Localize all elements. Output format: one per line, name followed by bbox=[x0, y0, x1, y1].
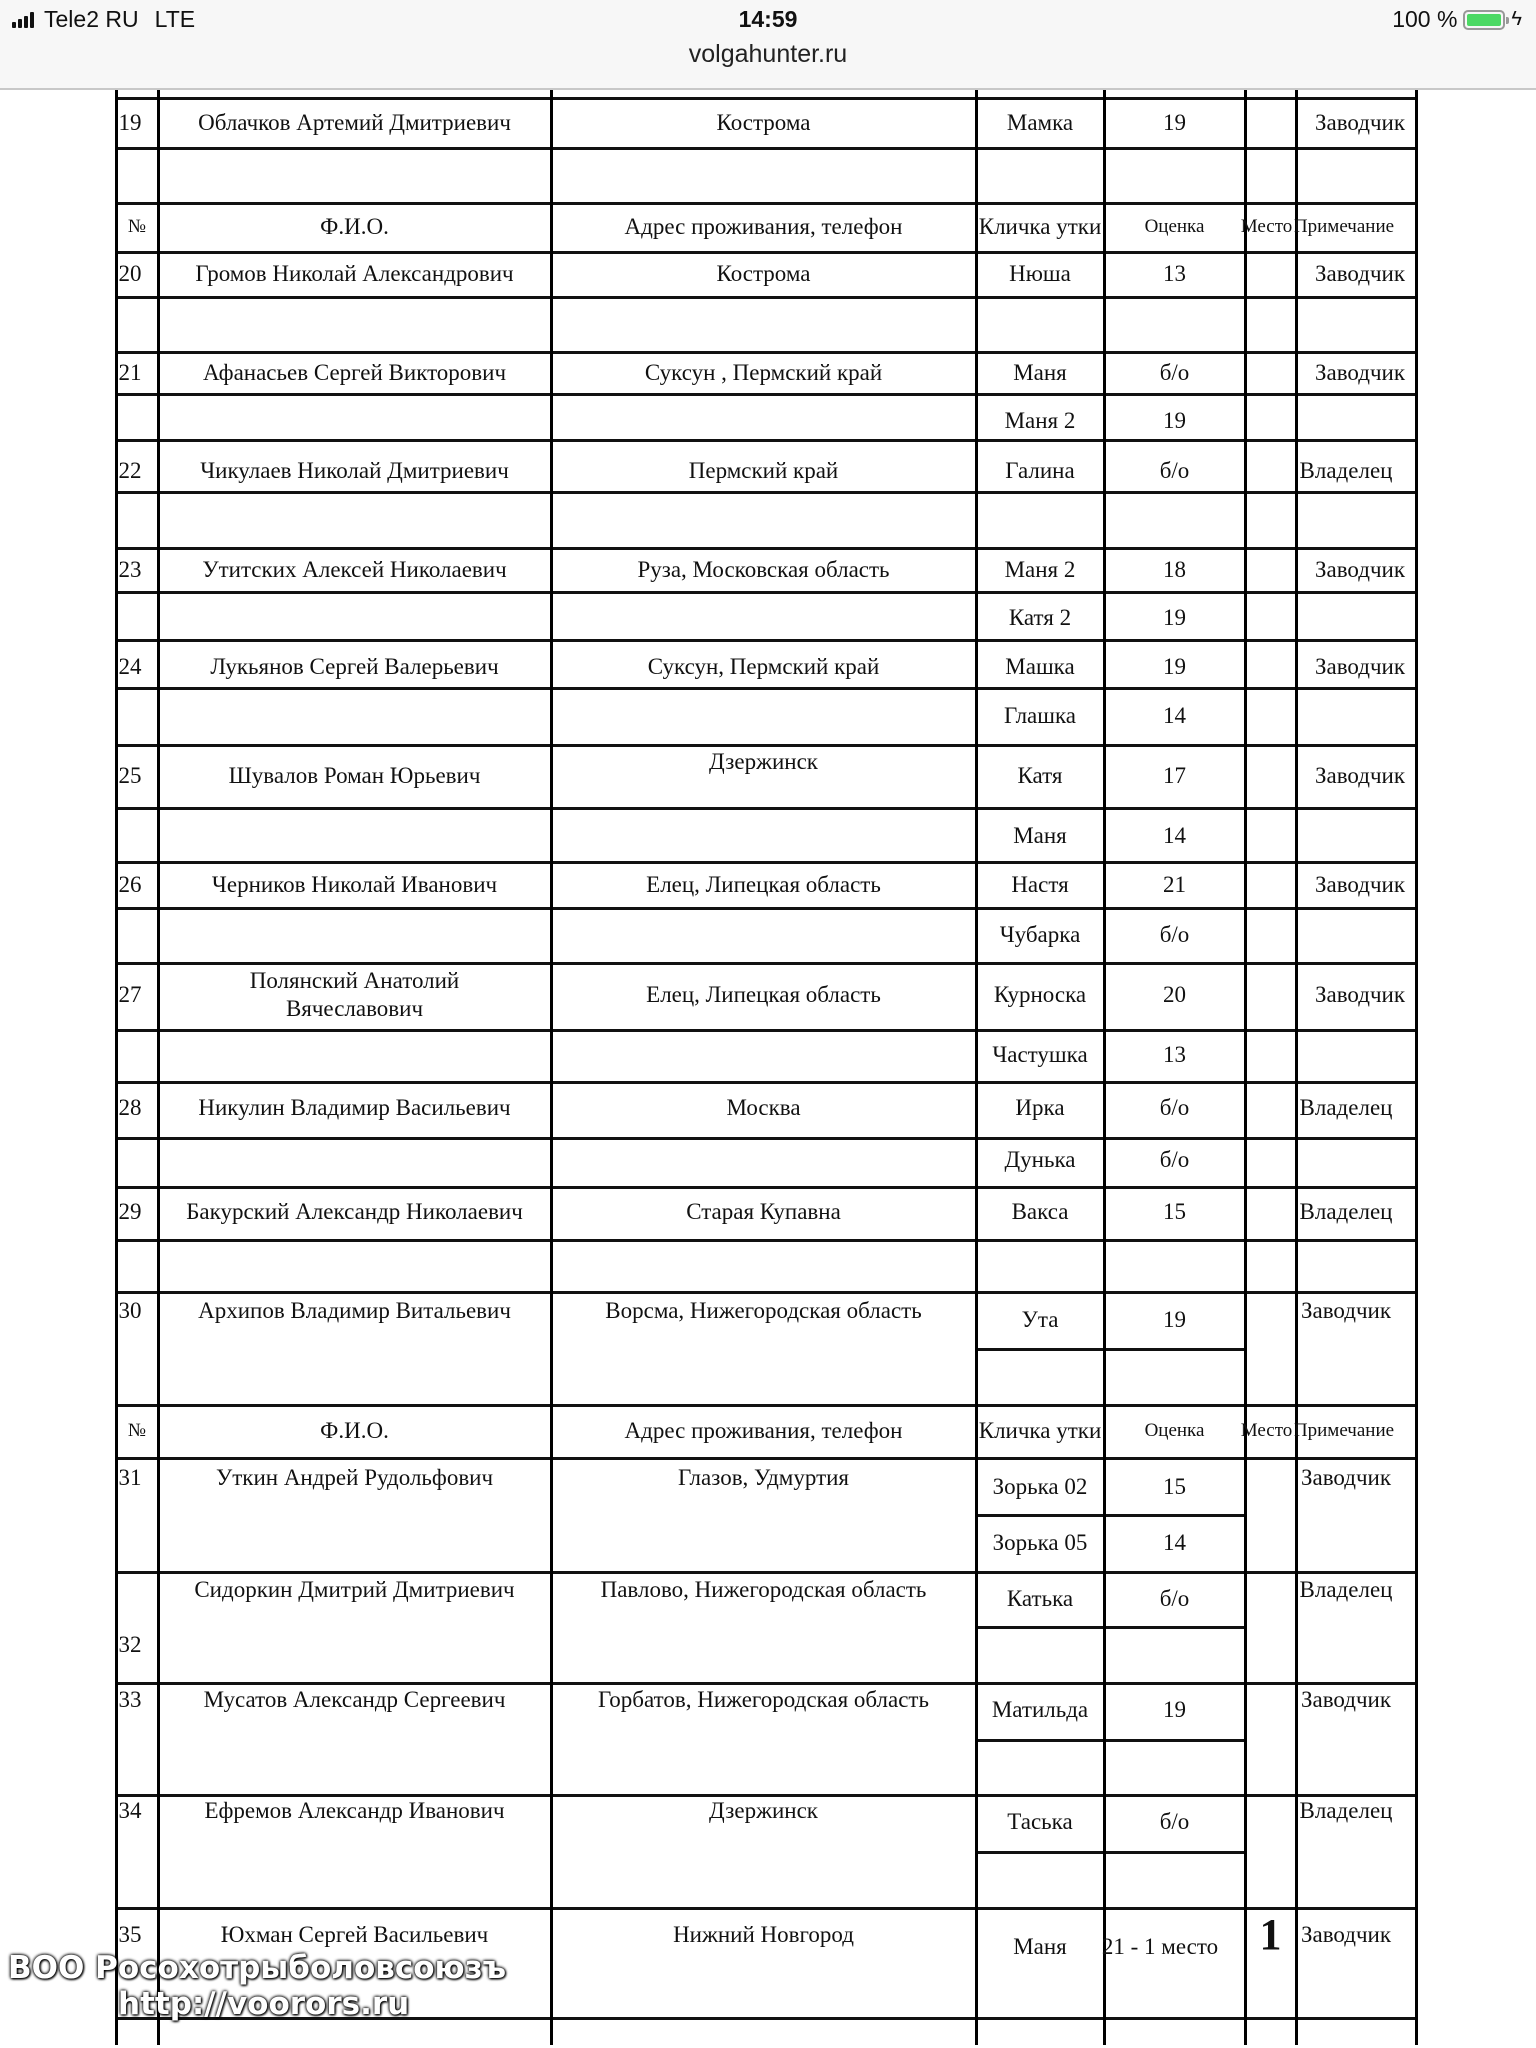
place-badge: 1 bbox=[1259, 1910, 1282, 1959]
grid-line bbox=[157, 90, 160, 2045]
participant-note: Заводчик bbox=[1314, 360, 1406, 385]
grid-line bbox=[116, 1291, 1418, 1294]
duck-score: б/о bbox=[1159, 360, 1190, 385]
duck-score: б/о bbox=[1159, 458, 1190, 483]
row-number: 23 bbox=[118, 557, 142, 582]
address-bar[interactable]: volgahunter.ru bbox=[688, 40, 848, 68]
participant-note: Заводчик bbox=[1314, 654, 1406, 679]
participant-name: Никулин Владимир Васильевич bbox=[198, 1095, 511, 1120]
watermark-org: ВОО Росохотрыболовсоюзъ bbox=[8, 1950, 506, 1986]
grid-line bbox=[116, 1239, 1418, 1242]
network-type: LTE bbox=[154, 6, 196, 32]
grid-line bbox=[116, 1682, 1418, 1685]
duck-name: Дунька bbox=[1004, 1147, 1076, 1172]
carrier-name: Tele2 RU bbox=[44, 6, 139, 32]
grid-line bbox=[116, 97, 1418, 100]
header-score: Оценка bbox=[1144, 216, 1205, 237]
participant-name: Чикулаев Николай Дмитриевич bbox=[200, 458, 509, 483]
participant-note: Владелец bbox=[1299, 1577, 1393, 1602]
row-number: 21 bbox=[118, 360, 142, 385]
battery-info bbox=[1392, 6, 1522, 33]
participant-note: Владелец bbox=[1299, 1199, 1393, 1224]
watermark bbox=[8, 1950, 506, 2022]
header-score: Оценка bbox=[1144, 1420, 1205, 1441]
header-note: Примечание bbox=[1293, 216, 1395, 237]
grid-line bbox=[976, 1739, 1247, 1742]
participant-note: Владелец bbox=[1299, 458, 1393, 483]
duck-score: 19 bbox=[1163, 654, 1186, 679]
row-number: 24 bbox=[118, 654, 142, 679]
participant-name: Лукьянов Сергей Валерьевич bbox=[210, 654, 499, 679]
participant-address: Нижний Новгород bbox=[673, 1922, 854, 1947]
grid-line bbox=[976, 1851, 1247, 1854]
participant-note: Заводчик bbox=[1314, 557, 1406, 582]
grid-line bbox=[116, 591, 1418, 594]
grid-line bbox=[1244, 90, 1247, 2045]
duck-name: Катя 2 bbox=[1008, 605, 1072, 630]
header-place: Место bbox=[1240, 1420, 1293, 1441]
header-duck-name: Кличка утки bbox=[978, 1418, 1102, 1443]
participant-note: Заводчик bbox=[1314, 872, 1406, 897]
grid-line bbox=[116, 1571, 1418, 1574]
participant-address: Пермский край bbox=[688, 458, 839, 483]
participant-name: Мусатов Александр Сергеевич bbox=[203, 1687, 506, 1712]
participant-note: Заводчик bbox=[1314, 261, 1406, 286]
row-number: 30 bbox=[118, 1298, 142, 1323]
duck-name: Глашка bbox=[1004, 703, 1076, 728]
duck-score: б/о bbox=[1159, 1809, 1190, 1834]
duck-score: б/о bbox=[1159, 1586, 1190, 1611]
grid-line bbox=[116, 491, 1418, 494]
clock: 14:59 bbox=[738, 6, 798, 32]
duck-name: Матильда bbox=[991, 1697, 1089, 1722]
grid-line bbox=[1295, 90, 1298, 2045]
participant-note: Заводчик bbox=[1314, 110, 1406, 135]
charging-bolt-icon: ϟ bbox=[1511, 8, 1522, 30]
grid-line bbox=[116, 202, 1418, 205]
row-number: 33 bbox=[118, 1687, 142, 1712]
participant-address: Суксун , Пермский край bbox=[644, 360, 883, 385]
watermark-url: http://voorors.ru bbox=[118, 1986, 410, 2022]
duck-score: 15 bbox=[1163, 1199, 1186, 1224]
row-number: 29 bbox=[118, 1199, 142, 1224]
participant-address: Кострома bbox=[716, 261, 811, 286]
row-number: 20 bbox=[118, 261, 142, 286]
participant-name-cont: Вячеславович bbox=[285, 996, 424, 1021]
grid-line bbox=[116, 1081, 1418, 1084]
participant-note: Владелец bbox=[1299, 1095, 1393, 1120]
header-num: № bbox=[127, 216, 147, 237]
participant-note: Заводчик bbox=[1300, 1465, 1392, 1490]
participant-address: Горбатов, Нижегородская область bbox=[598, 1687, 929, 1712]
duck-score: 21 bbox=[1163, 872, 1186, 897]
participant-note: Владелец bbox=[1299, 1798, 1393, 1823]
results-table bbox=[0, 90, 1536, 2048]
browser-status-bar bbox=[0, 0, 1536, 90]
participant-name: Утитских Алексей Николаевич bbox=[202, 557, 507, 582]
participant-note: Заводчик bbox=[1314, 982, 1406, 1007]
duck-name: Ирка bbox=[1015, 1095, 1065, 1120]
duck-score: б/о bbox=[1159, 922, 1190, 947]
duck-name: Вакса bbox=[1011, 1199, 1069, 1224]
grid-line bbox=[116, 807, 1418, 810]
grid-line bbox=[116, 1186, 1418, 1189]
participant-name: Юхман Сергей Васильевич bbox=[220, 1922, 489, 1947]
duck-name: Катя bbox=[1017, 763, 1063, 788]
duck-score: 19 bbox=[1163, 408, 1186, 433]
grid-line bbox=[116, 393, 1418, 396]
duck-score: 14 bbox=[1163, 823, 1186, 848]
grid-line bbox=[116, 251, 1418, 254]
duck-score: 19 bbox=[1163, 110, 1186, 135]
grid-line bbox=[1415, 90, 1418, 2045]
duck-name: Зорька 05 bbox=[992, 1530, 1088, 1555]
participant-name: Афанасьев Сергей Викторович bbox=[202, 360, 507, 385]
participant-address: Елец, Липецкая область bbox=[646, 872, 881, 897]
header-note: Примечание bbox=[1293, 1420, 1395, 1441]
duck-name: Частушка bbox=[992, 1042, 1088, 1067]
duck-score: 20 bbox=[1163, 982, 1186, 1007]
row-number: 25 bbox=[118, 763, 142, 788]
participant-name: Сидоркин Дмитрий Дмитриевич bbox=[194, 1577, 515, 1602]
grid-line bbox=[116, 1907, 1418, 1910]
grid-line bbox=[116, 547, 1418, 550]
duck-name: Таська bbox=[1007, 1809, 1073, 1834]
grid-line bbox=[116, 1029, 1418, 1032]
duck-score: 18 bbox=[1163, 557, 1186, 582]
duck-name: Чубарка bbox=[999, 922, 1081, 947]
participant-note: Заводчик bbox=[1300, 1298, 1392, 1323]
participant-address: Ворсма, Нижегородская область bbox=[605, 1298, 922, 1323]
row-number: 26 bbox=[118, 872, 142, 897]
duck-score: 17 bbox=[1163, 763, 1186, 788]
participant-name: Громов Николай Александрович bbox=[195, 261, 514, 286]
participant-address: Москва bbox=[726, 1095, 801, 1120]
duck-score: 13 bbox=[1163, 261, 1186, 286]
grid-line bbox=[116, 439, 1418, 442]
row-number: 35 bbox=[118, 1922, 142, 1947]
row-number: 31 bbox=[118, 1465, 142, 1490]
duck-name: Настя bbox=[1011, 872, 1069, 897]
participant-address: Суксун, Пермский край bbox=[647, 654, 880, 679]
grid-line bbox=[976, 1514, 1247, 1517]
duck-name: Маня 2 bbox=[1004, 557, 1076, 582]
participant-address: Глазов, Удмуртия bbox=[677, 1465, 850, 1490]
duck-name: Ута bbox=[1021, 1307, 1059, 1332]
participant-note: Заводчик bbox=[1300, 1687, 1392, 1712]
participant-name: Шувалов Роман Юрьевич bbox=[228, 763, 481, 788]
participant-address: Елец, Липецкая область bbox=[646, 982, 881, 1007]
header-fio: Ф.И.О. bbox=[320, 214, 389, 239]
duck-score: 14 bbox=[1163, 703, 1186, 728]
duck-name: Катька bbox=[1006, 1586, 1074, 1611]
grid-line bbox=[116, 351, 1418, 354]
duck-score: 13 bbox=[1163, 1042, 1186, 1067]
participant-name: Архипов Владимир Витальевич bbox=[198, 1298, 511, 1323]
participant-name: Облачков Артемий Дмитриевич bbox=[198, 110, 511, 135]
participant-name: Ефремов Александр Иванович bbox=[204, 1798, 505, 1823]
participant-name: Уткин Андрей Рудольфович bbox=[215, 1465, 494, 1490]
grid-line bbox=[116, 1404, 1418, 1407]
duck-score: б/о bbox=[1159, 1095, 1190, 1120]
row-number: 32 bbox=[118, 1632, 142, 1657]
grid-line bbox=[976, 1626, 1247, 1629]
grid-line bbox=[116, 687, 1418, 690]
duck-score: 14 bbox=[1163, 1530, 1186, 1555]
grid-line bbox=[116, 1457, 1418, 1460]
row-number: 34 bbox=[118, 1798, 142, 1823]
duck-score: 15 bbox=[1163, 1474, 1186, 1499]
duck-name: Галина bbox=[1005, 458, 1075, 483]
participant-address: Павлово, Нижегородская область bbox=[600, 1577, 927, 1602]
participant-name: Полянский Анатолий bbox=[249, 968, 460, 993]
grid-line bbox=[116, 907, 1418, 910]
grid-line bbox=[116, 744, 1418, 747]
grid-line bbox=[116, 962, 1418, 965]
grid-line bbox=[116, 861, 1418, 864]
duck-name: Нюша bbox=[1009, 261, 1071, 286]
grid-line bbox=[116, 296, 1418, 299]
grid-line bbox=[116, 1137, 1418, 1140]
row-number: 19 bbox=[118, 110, 142, 135]
duck-name: Курноска bbox=[993, 982, 1087, 1007]
duck-score: 19 bbox=[1163, 1697, 1186, 1722]
duck-name: Маня 2 bbox=[1004, 408, 1076, 433]
header-duck-name: Кличка утки bbox=[978, 214, 1102, 239]
grid-line bbox=[976, 1348, 1247, 1351]
grid-line bbox=[116, 639, 1418, 642]
duck-name: Маня bbox=[1013, 823, 1067, 848]
participant-note: Заводчик bbox=[1314, 763, 1406, 788]
duck-score: 19 bbox=[1163, 1307, 1186, 1332]
participant-name: Бакурский Александр Николаевич bbox=[186, 1199, 523, 1224]
header-address: Адрес проживания, телефон bbox=[624, 1418, 903, 1443]
participant-address: Кострома bbox=[716, 110, 811, 135]
participant-address: Старая Купавна bbox=[686, 1199, 841, 1224]
participant-name: Черников Николай Иванович bbox=[211, 872, 498, 897]
duck-score: б/о bbox=[1159, 1147, 1190, 1172]
grid-line bbox=[116, 147, 1418, 150]
participant-address: Дзержинск bbox=[709, 1798, 818, 1823]
duck-name: Маня bbox=[1013, 1934, 1067, 1959]
row-number: 27 bbox=[118, 982, 142, 1007]
participant-address: Руза, Московская область bbox=[637, 557, 890, 582]
duck-name: Маня bbox=[1013, 360, 1067, 385]
header-address: Адрес проживания, телефон bbox=[624, 214, 903, 239]
participant-note: Заводчик bbox=[1300, 1922, 1392, 1947]
header-num: № bbox=[127, 1420, 147, 1441]
duck-name: Машка bbox=[1005, 654, 1075, 679]
duck-name: Зорька 02 bbox=[992, 1474, 1088, 1499]
header-place: Место bbox=[1240, 216, 1293, 237]
battery-icon bbox=[1463, 10, 1505, 30]
battery-percent: 100 % bbox=[1392, 6, 1458, 32]
grid-line bbox=[116, 1794, 1418, 1797]
participant-address: Дзержинск bbox=[709, 749, 818, 774]
row-number: 28 bbox=[118, 1095, 142, 1120]
header-fio: Ф.И.О. bbox=[320, 1418, 389, 1443]
duck-score: 21 - 1 место bbox=[1101, 1934, 1219, 1959]
row-number: 22 bbox=[118, 458, 142, 483]
duck-score: 19 bbox=[1163, 605, 1186, 630]
duck-name: Мамка bbox=[1006, 110, 1074, 135]
